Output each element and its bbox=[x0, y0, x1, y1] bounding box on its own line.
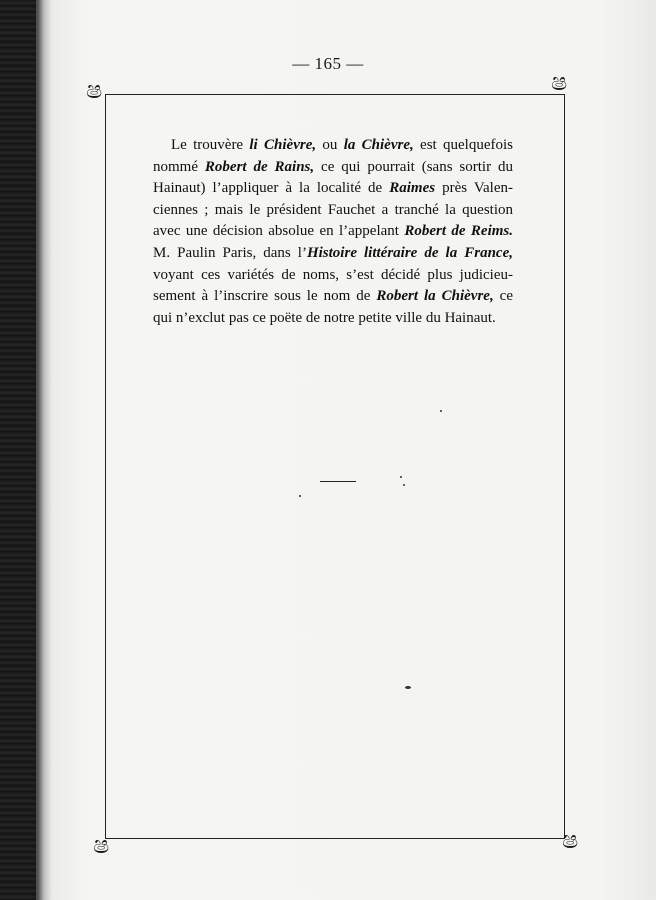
italic-text-run: Raimes bbox=[389, 180, 436, 197]
text-run: Hainaut) l’appliquer à la localité de bbox=[153, 180, 390, 197]
body-paragraph bbox=[153, 135, 513, 329]
text-line bbox=[153, 157, 513, 179]
book-binding-edge bbox=[0, 0, 36, 900]
text-run: qui n’exclut pas ce poëte de notre petite ville du Hainaut. bbox=[153, 309, 496, 326]
text-run: sement à l’inscrire sous le nom de bbox=[153, 288, 377, 305]
corner-ornament-bottom-left: ෂ bbox=[93, 831, 110, 859]
text-line bbox=[153, 178, 513, 200]
text-run: Le trouvère bbox=[171, 137, 250, 153]
text-line bbox=[153, 286, 513, 308]
text-line bbox=[153, 135, 513, 157]
text-run: ciennes ; mais le président Fauchet a tranché la question bbox=[153, 201, 513, 218]
corner-ornament-top-right: ෂ bbox=[551, 68, 568, 96]
corner-ornament-top-left: ෂ bbox=[86, 76, 103, 104]
text-run: ce qui pourrait (sans sortir du bbox=[314, 158, 513, 175]
text-run: nommé bbox=[153, 158, 205, 175]
text-line bbox=[153, 200, 513, 222]
italic-text-run: Robert la Chièvre, bbox=[376, 288, 494, 305]
text-run: avec une décision absolue en l’appelant bbox=[153, 223, 405, 240]
italic-text-run: la Chièvre, bbox=[343, 137, 414, 153]
print-speck bbox=[440, 410, 442, 412]
text-run: voyant ces variétés de noms, s’est décidé plus judicieu- bbox=[153, 266, 513, 283]
text-run: M. Paulin Paris, dans l’ bbox=[153, 244, 307, 261]
section-divider-rule bbox=[320, 481, 356, 482]
text-run: près Valen- bbox=[435, 180, 513, 197]
corner-ornament-bottom-right: ෂ bbox=[562, 826, 579, 854]
text-run: est quelquefois bbox=[413, 137, 513, 153]
text-run: ou bbox=[316, 137, 344, 153]
print-speck bbox=[299, 495, 301, 497]
italic-text-run: Histoire littéraire de la France, bbox=[306, 244, 513, 261]
text-line bbox=[153, 243, 513, 265]
text-line bbox=[153, 265, 513, 287]
text-run: ce bbox=[493, 288, 513, 305]
text-line bbox=[153, 308, 513, 330]
print-speck bbox=[403, 484, 405, 486]
italic-text-run: Robert de Reims. bbox=[404, 223, 513, 240]
text-line bbox=[153, 221, 513, 243]
italic-text-run: li Chièvre, bbox=[249, 137, 317, 153]
print-speck bbox=[400, 476, 402, 478]
page-number: — 165 — bbox=[292, 54, 364, 73]
italic-text-run: Robert de Rains, bbox=[204, 158, 315, 175]
print-speck bbox=[405, 686, 411, 689]
